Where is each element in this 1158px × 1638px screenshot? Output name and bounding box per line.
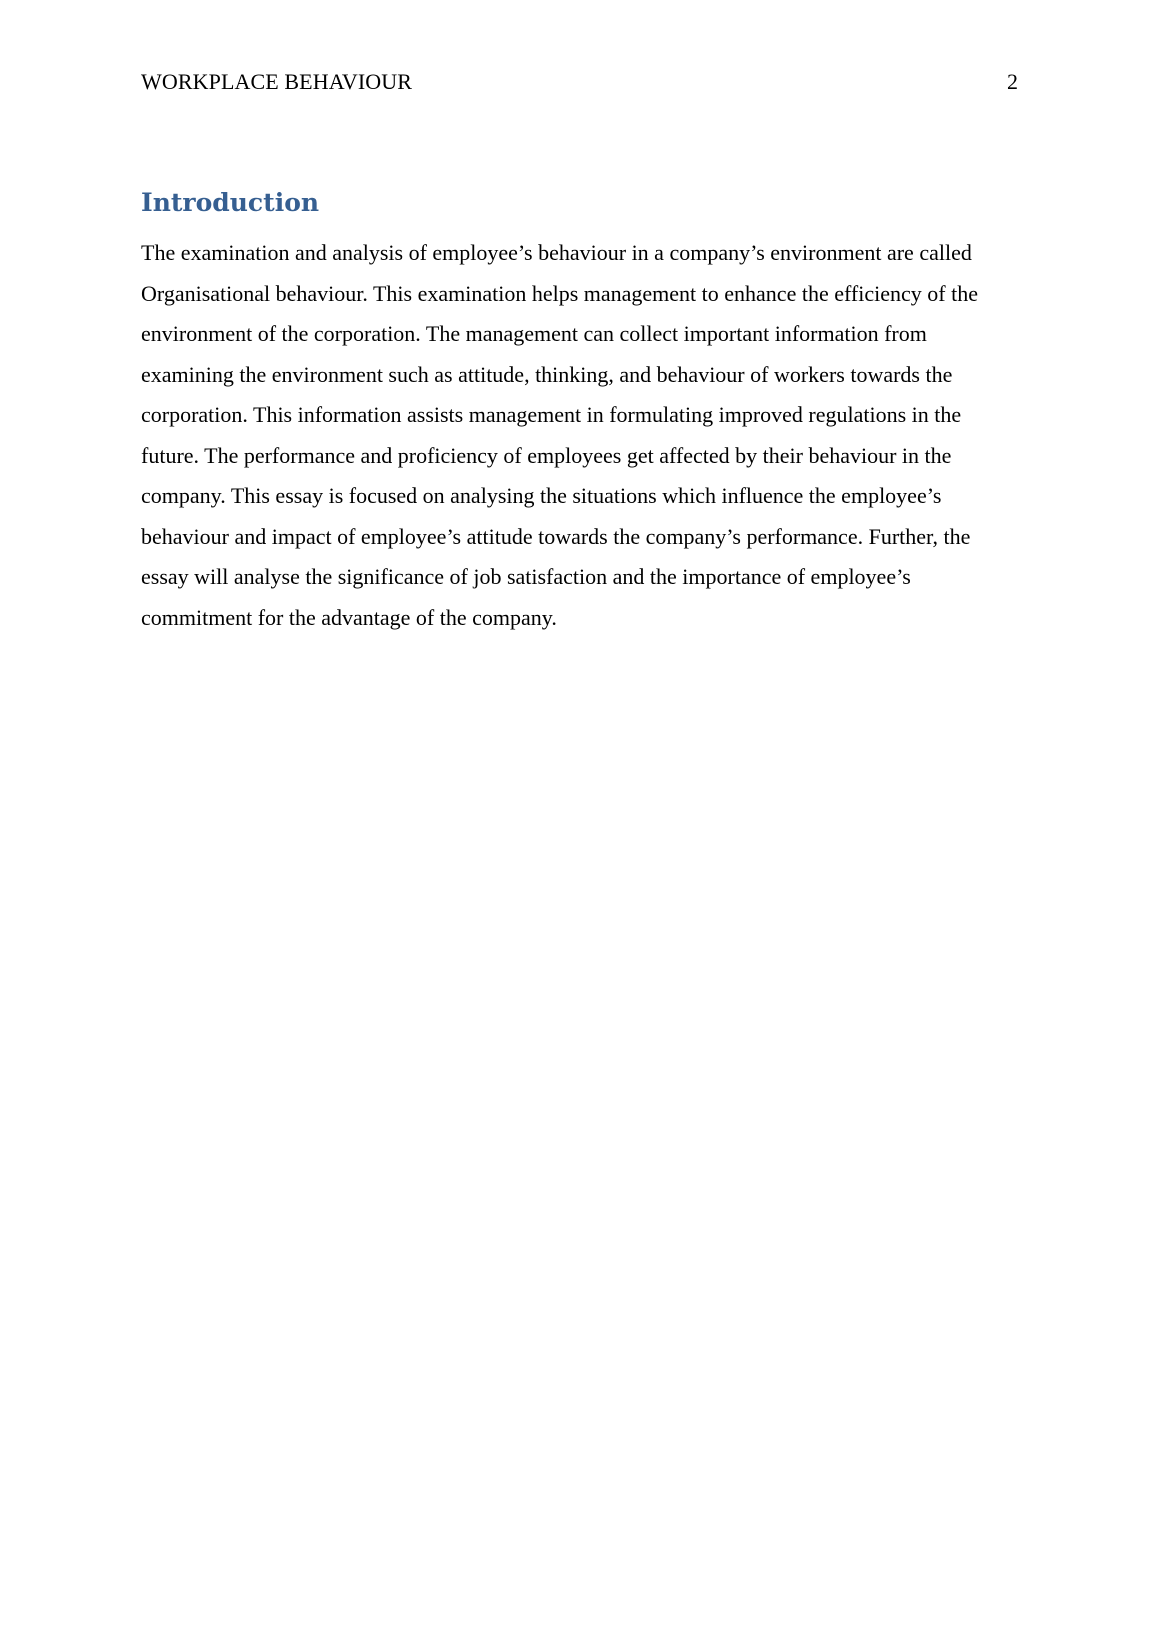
running-head: WORKPLACE BEHAVIOUR: [141, 69, 413, 94]
body-paragraph: The examination and analysis of employee’s behaviour in a company’s environment are called Organisational behaviour. This examination helps management to enhance the efficiency of the environment of the corporation. The management can collect important information from examining the environment such as attitude, thinking, and behaviour of workers towards the corporation. This information assists management in formulating improved regulations in the future. The performance and proficiency of employees get affected by their behaviour in the company. This essay is focused on analysing the situations which influence the employee’s behaviour and impact of employee’s attitude towards the company’s performance. Further, the essay will analyse the significance of job satisfaction and the importance of employee’s commitment for the advantage of the company.: [141, 240, 978, 630]
page-number: 2: [1007, 69, 1018, 94]
section-heading: Introduction: [141, 188, 320, 217]
